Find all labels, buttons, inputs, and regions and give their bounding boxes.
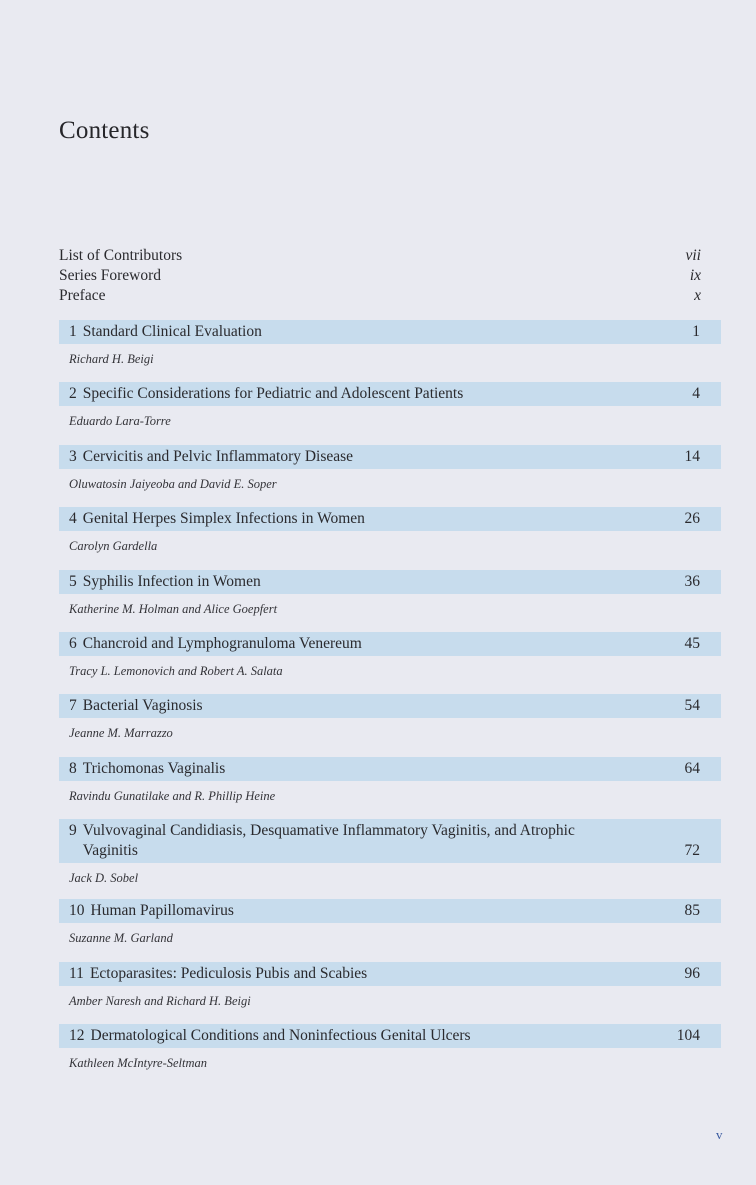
chapter-entry (59, 320, 721, 382)
chapter-entry (59, 899, 721, 961)
chapter-authors: Eduardo Lara-Torre (69, 414, 171, 429)
chapter-title: Genital Herpes Simplex Infections in Women (82, 510, 365, 528)
chapter-authors: Jeanne M. Marrazzo (69, 726, 173, 741)
page-title: Contents (59, 117, 150, 144)
chapter-heading-bar[interactable] (59, 570, 721, 594)
chapter-title: Syphilis Infection in Women (82, 572, 261, 590)
chapter-authors: Oluwatosin Jaiyeoba and David E. Soper (69, 476, 277, 491)
chapter-number: 4 (69, 510, 77, 528)
chapter-number: 5 (69, 572, 77, 590)
chapter-entry (59, 962, 721, 1024)
chapter-page-number: 1 (692, 323, 700, 340)
chapter-title: Trichomonas Vaginalis (82, 759, 226, 777)
chapter-page-number: 54 (684, 697, 700, 715)
chapter-title: Human Papillomavirus (90, 902, 234, 920)
page-folio: v (716, 1127, 723, 1142)
chapter-number: 6 (69, 634, 77, 652)
chapter-page-number: 36 (684, 572, 700, 590)
chapter-entry (59, 1024, 721, 1086)
chapter-number: 12 (69, 1026, 85, 1044)
chapter-heading-bar[interactable] (59, 445, 721, 469)
front-matter-label: Preface (59, 287, 106, 304)
front-matter-row[interactable] (59, 246, 701, 266)
chapter-authors: Suzanne M. Garland (69, 931, 173, 946)
chapter-entry (59, 757, 721, 819)
chapter-list (59, 320, 721, 1086)
chapter-page-number: 64 (684, 759, 700, 777)
chapter-heading-bar[interactable] (59, 382, 721, 406)
chapter-authors: Tracy L. Lemonovich and Robert A. Salata (69, 663, 283, 678)
chapter-number: 10 (69, 902, 85, 920)
chapter-title: Dermatological Conditions and Noninfectious Genital Ulcers (90, 1026, 471, 1044)
front-matter-page: ix (689, 267, 701, 284)
chapter-number: 7 (69, 697, 77, 715)
chapter-authors: Katherine M. Holman and Alice Goepfert (69, 601, 278, 616)
chapter-heading-bar[interactable] (59, 757, 721, 781)
chapter-entry (59, 507, 721, 569)
chapter-title: Bacterial Vaginosis (82, 697, 203, 715)
chapter-title: Specific Considerations for Pediatric and Adolescent Patients (82, 385, 464, 403)
chapter-number: 2 (69, 385, 77, 403)
chapter-title: Vulvovaginal Candidiasis, Desquamative Inflammatory Vaginitis, and Atrophic Vaginitis (82, 822, 575, 860)
chapter-number: 1 (69, 323, 77, 340)
chapter-authors: Jack D. Sobel (69, 871, 139, 886)
chapter-heading-bar[interactable] (59, 962, 721, 986)
front-matter-page: x (694, 287, 701, 304)
chapter-heading-bar[interactable] (59, 1024, 721, 1048)
chapter-entry (59, 819, 721, 899)
chapter-entry (59, 570, 721, 632)
chapter-authors: Carolyn Gardella (69, 539, 158, 554)
chapter-number: 11 (69, 964, 84, 982)
chapter-entry (59, 694, 721, 756)
front-matter-label: List of Contributors (59, 247, 183, 264)
chapter-heading-bar[interactable] (59, 819, 721, 863)
chapter-heading-bar[interactable] (59, 899, 721, 923)
chapter-number: 9 (69, 822, 77, 840)
chapter-authors: Kathleen McIntyre-Seltman (69, 1055, 208, 1070)
chapter-number: 3 (69, 447, 77, 465)
chapter-title: Cervicitis and Pelvic Inflammatory Disease (82, 447, 354, 465)
front-matter-list (59, 246, 701, 306)
chapter-page-number: 4 (692, 385, 700, 403)
chapter-heading-bar[interactable] (59, 632, 721, 656)
chapter-title: Chancroid and Lymphogranuloma Venereum (82, 634, 362, 652)
chapter-page-number: 14 (684, 447, 700, 465)
front-matter-page: vii (685, 247, 701, 264)
chapter-page-number: 104 (676, 1026, 700, 1044)
chapter-authors: Amber Naresh and Richard H. Beigi (69, 993, 251, 1008)
chapter-page-number: 45 (684, 634, 700, 652)
chapter-page-number: 72 (684, 842, 700, 860)
chapter-heading-bar[interactable] (59, 694, 721, 718)
chapter-title: Ectoparasites: Pediculosis Pubis and Scabies (89, 964, 368, 982)
chapter-title: Standard Clinical Evaluation (82, 323, 262, 340)
chapter-authors: Richard H. Beigi (69, 352, 154, 366)
front-matter-label: Series Foreword (59, 267, 162, 284)
front-matter-row[interactable] (59, 266, 701, 286)
chapter-entry (59, 445, 721, 507)
chapter-number: 8 (69, 759, 77, 777)
chapter-heading-bar[interactable] (59, 507, 721, 531)
chapter-entry (59, 632, 721, 694)
chapter-heading-bar[interactable] (59, 320, 721, 344)
chapter-page-number: 96 (684, 964, 700, 982)
front-matter-row[interactable] (59, 286, 701, 306)
chapter-entry (59, 382, 721, 444)
chapter-page-number: 26 (684, 510, 700, 528)
chapter-authors: Ravindu Gunatilake and R. Phillip Heine (69, 788, 276, 803)
chapter-page-number: 85 (684, 902, 700, 920)
